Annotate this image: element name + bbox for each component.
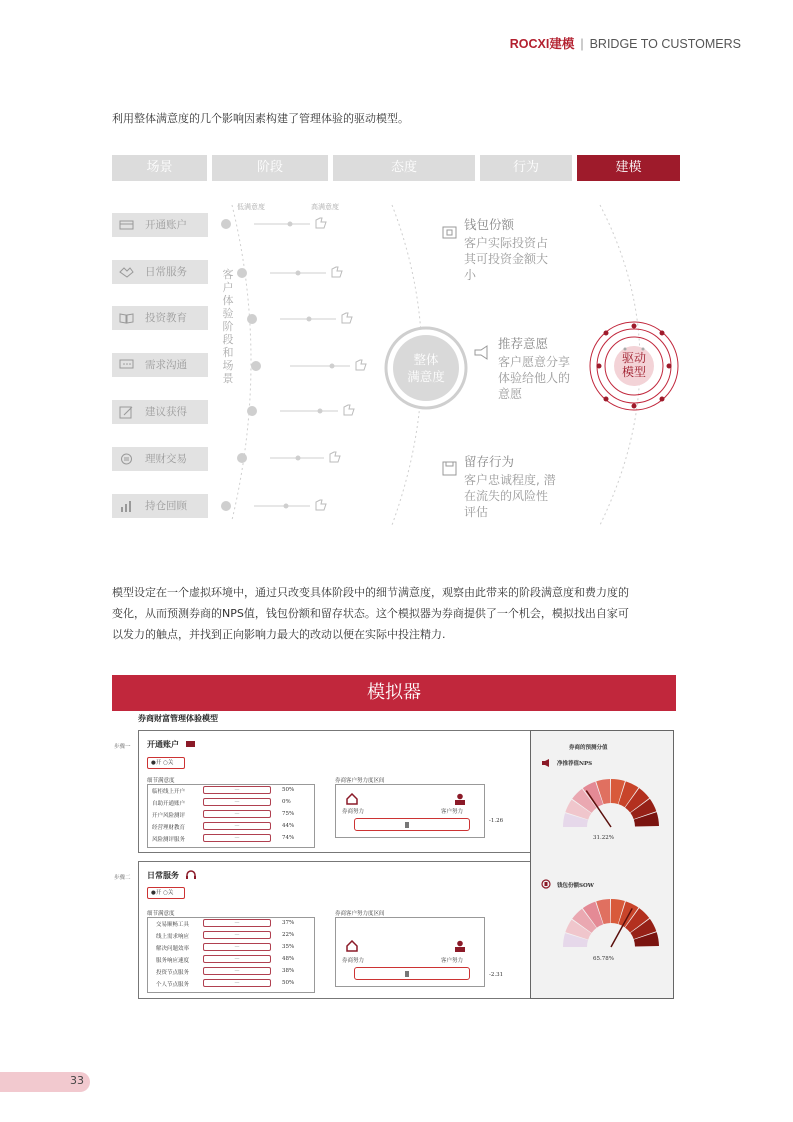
stage-item-trading [112, 447, 208, 471]
detail-input[interactable]: — [203, 810, 271, 818]
stage-item-label: 理财交易 [145, 453, 187, 465]
brand-name: ROCXI建模 [509, 37, 575, 51]
stage-item-open-account [112, 213, 208, 237]
step-toggle[interactable]: ●开 ○关 [147, 757, 185, 769]
outcome-wallet-desc: 客户实际投资占 其可投资金额大 小 [464, 236, 549, 282]
row-value: 38% [282, 968, 295, 974]
bar-chart-icon [119, 499, 134, 513]
effort-box [335, 917, 485, 987]
detail-input[interactable]: — [203, 786, 271, 794]
handshake-icon [119, 265, 134, 279]
row-value: 75% [282, 811, 295, 817]
intro-text: 利用整体满意度的几个影响因素构建了管理体验的驱动模型。 [112, 112, 409, 125]
row-label: 临柜线上开户 [152, 789, 186, 795]
page-number: 33 [70, 1074, 84, 1087]
stage-item-label: 建议获得 [145, 406, 187, 418]
effort-header: 券商客户努力度区间 [335, 778, 385, 784]
card-icon [185, 739, 197, 749]
satisfaction-sliders [218, 208, 368, 518]
stage-item-label: 开通账户 [145, 219, 187, 231]
detail-header: 细节满意度 [147, 911, 175, 917]
row-label: 风险测评服务 [152, 837, 186, 843]
sow-gauge [559, 891, 663, 951]
detail-input[interactable]: — [203, 822, 271, 830]
gauge-value-nps: 31.22% [593, 835, 614, 841]
row-label: 线上需求响应 [156, 934, 190, 940]
row-label: 个人节点服务 [156, 982, 190, 988]
card-icon [119, 218, 134, 232]
low-satisfaction-label: 低满意度 [237, 203, 265, 211]
effort-slider[interactable] [354, 967, 470, 980]
row-label: 开户风险测评 [152, 813, 186, 819]
megaphone-icon [541, 758, 551, 768]
detail-box [147, 917, 315, 993]
gauge-label-sow: 钱包份额SOW [557, 883, 594, 889]
simulator-banner: 模拟器 [112, 675, 676, 711]
overall-satisfaction-label: 整体 满意度 [407, 352, 445, 384]
stage-item-daily-service [112, 260, 208, 284]
header-separator: | [580, 37, 584, 51]
headset-icon [185, 869, 197, 881]
row-value: 0% [282, 799, 291, 805]
detail-box [147, 784, 315, 848]
effort-right-label: 客户努力 [441, 958, 464, 964]
row-label: 解决问题效率 [156, 946, 190, 952]
effort-right-label: 客户努力 [441, 809, 464, 815]
effort-value: -1.26 [489, 818, 504, 824]
tab-modeling[interactable]: 建模 [577, 155, 680, 181]
detail-input[interactable]: — [203, 979, 271, 987]
stage-item-label: 投资教育 [145, 312, 187, 324]
person-icon [454, 940, 466, 952]
detail-input[interactable]: — [203, 931, 271, 939]
high-satisfaction-label: 高满意度 [311, 203, 339, 211]
detail-input[interactable]: — [203, 834, 271, 842]
row-value: 35% [282, 944, 295, 950]
outcome-recommend-desc: 客户愿意分享 体验给他人的 意愿 [498, 355, 571, 401]
effort-header: 券商客户努力度区间 [335, 911, 385, 917]
step-toggle[interactable]: ●开 ○关 [147, 887, 185, 899]
row-value: 44% [282, 823, 295, 829]
save-icon [442, 461, 458, 477]
row-label: 服务响应速度 [156, 958, 190, 964]
tab-behavior[interactable]: 行为 [480, 155, 572, 181]
effort-slider[interactable] [354, 818, 470, 831]
simulator-title: 券商财富管理体验模型 [138, 713, 218, 723]
outcome-retention-title: 留存行为 [464, 454, 515, 469]
stage-item-advice [112, 400, 208, 424]
body-paragraph: 模型设定在一个虚拟环境中，通过只改变具体阶段中的细节满意度，观察由此带来的阶段满意度和费力度的 变化，从而预测券商的NPS值，钱包份额和留存状态。这个模拟器为券商提供了一个机会，模拟找出自家可 以发力的触点，并找到正向影响力最大的改动以便在实际中投注精力. [112, 586, 629, 641]
nps-gauge [559, 771, 663, 831]
vertical-stage-label: 客户体验阶段和场景 [222, 268, 234, 385]
detail-input[interactable]: — [203, 955, 271, 963]
row-label: 交易顺畅工具 [156, 922, 190, 928]
house-icon [346, 940, 358, 952]
row-value: 37% [282, 920, 295, 926]
edit-icon [119, 405, 134, 419]
forecast-panel [530, 730, 674, 999]
detail-input[interactable]: — [203, 967, 271, 975]
stage-item-label: 持仓回顾 [145, 500, 187, 512]
tab-stage[interactable]: 阶段 [212, 155, 328, 181]
house-icon [346, 793, 358, 805]
thumbs-up-icons [316, 218, 366, 510]
outcome-wallet-title: 钱包份额 [464, 217, 515, 232]
step-name: 日常服务 [147, 870, 179, 880]
gauge-value-sow: 65.78% [593, 956, 614, 962]
stage-item-position-review [112, 494, 208, 518]
row-label: 自助开通账户 [152, 801, 186, 807]
effort-left-label: 券商努力 [342, 809, 365, 815]
row-value: 50% [282, 980, 295, 986]
row-value: 48% [282, 956, 295, 962]
effort-value: -2.31 [489, 972, 504, 978]
detail-input[interactable]: — [203, 943, 271, 951]
wallet-icon [442, 224, 458, 240]
stage-item-label: 日常服务 [145, 266, 187, 278]
simulator-screenshot [112, 711, 676, 1003]
effort-left-label: 券商努力 [342, 958, 365, 964]
gauge-label-nps: 净推荐值NPS [557, 761, 593, 767]
tab-scene[interactable]: 场景 [112, 155, 207, 181]
row-value: 74% [282, 835, 295, 841]
forecast-title: 券商的预测分值 [569, 745, 608, 751]
driver-model-label: 驱动 模型 [621, 351, 646, 379]
effort-box [335, 784, 485, 838]
megaphone-icon [473, 345, 491, 361]
row-value: 22% [282, 932, 295, 938]
stage-item-label: 需求沟通 [145, 359, 187, 371]
person-icon [454, 793, 466, 805]
detail-input[interactable]: — [203, 919, 271, 927]
exchange-icon [119, 452, 134, 466]
row-label: 投资节点服务 [156, 970, 190, 976]
tab-attitude[interactable]: 态度 [333, 155, 475, 181]
outcome-recommend-title: 推荐意愿 [498, 336, 549, 351]
detail-header: 细节满意度 [147, 778, 175, 784]
step-name: 开通账户 [147, 739, 179, 749]
stage-item-needs-communication [112, 353, 208, 377]
chat-icon [119, 358, 134, 372]
page-header [510, 34, 741, 52]
header-tagline: BRIDGE TO CUSTOMERS [589, 37, 741, 51]
row-label: 经营理财教育 [152, 825, 186, 831]
outcome-retention-desc: 客户忠诚程度, 潜 在流失的风险性 评估 [464, 473, 556, 519]
detail-input[interactable]: — [203, 798, 271, 806]
stage-item-investor-education [112, 306, 208, 330]
row-value: 50% [282, 787, 295, 793]
wallet-icon [541, 879, 551, 889]
step-label: 步骤二 [114, 875, 131, 881]
step-label: 步骤一 [114, 744, 131, 750]
book-icon [119, 311, 134, 325]
